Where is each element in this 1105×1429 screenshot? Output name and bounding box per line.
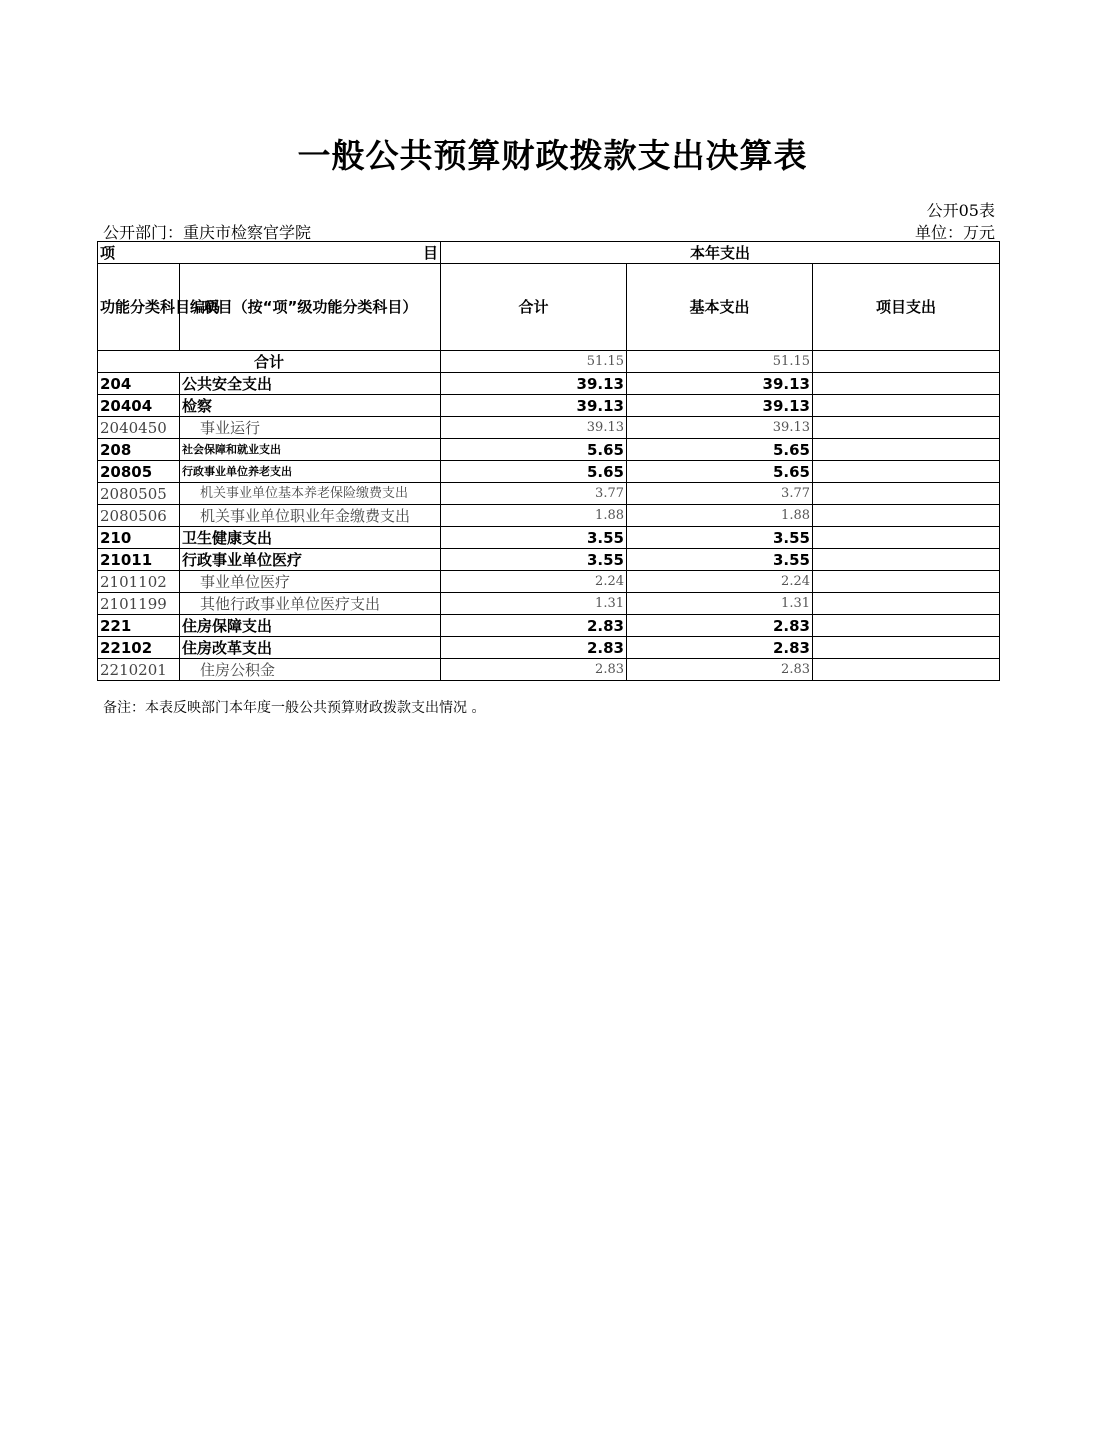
header-basic-col: 基本支出 xyxy=(627,264,813,351)
row-code: 2080506 xyxy=(98,505,180,527)
row-name: 事业单位医疗 xyxy=(180,571,441,593)
row-project xyxy=(813,615,1000,637)
row-project xyxy=(813,505,1000,527)
row-code: 2210201 xyxy=(98,659,180,681)
row-basic: 1.31 xyxy=(627,593,813,615)
row-project xyxy=(813,659,1000,681)
table-row xyxy=(98,439,1000,461)
row-project xyxy=(813,571,1000,593)
row-basic: 3.77 xyxy=(627,483,813,505)
row-name: 社会保障和就业支出 xyxy=(180,439,441,461)
table-row xyxy=(98,417,1000,439)
row-basic: 2.83 xyxy=(627,659,813,681)
header-row-2 xyxy=(98,264,1000,351)
row-name: 行政事业单位养老支出 xyxy=(180,461,441,483)
header-mu: 目 xyxy=(422,243,438,262)
row-name: 其他行政事业单位医疗支出 xyxy=(180,593,441,615)
header-row-1 xyxy=(98,242,1000,264)
row-project xyxy=(813,439,1000,461)
row-code: 20805 xyxy=(98,461,180,483)
table-row xyxy=(98,483,1000,505)
row-basic: 2.83 xyxy=(627,615,813,637)
department-label: 公开部门：重庆市检察官学院 xyxy=(103,223,312,242)
row-basic: 2.24 xyxy=(627,571,813,593)
row-name: 事业运行 xyxy=(180,417,441,439)
row-basic: 5.65 xyxy=(627,439,813,461)
row-basic: 1.88 xyxy=(627,505,813,527)
page-title: 一般公共预算财政拨款支出决算表 xyxy=(297,136,808,175)
table-row xyxy=(98,505,1000,527)
row-name: 公共安全支出 xyxy=(180,373,441,395)
row-total: 39.13 xyxy=(441,417,627,439)
total-project xyxy=(813,351,1000,373)
row-project xyxy=(813,527,1000,549)
row-code: 2101102 xyxy=(98,571,180,593)
row-name: 住房保障支出 xyxy=(180,615,441,637)
header-year-expense: 本年支出 xyxy=(441,242,1000,264)
table-row xyxy=(98,527,1000,549)
row-name: 住房改革支出 xyxy=(180,637,441,659)
row-name: 机关事业单位职业年金缴费支出 xyxy=(180,505,441,527)
row-name: 机关事业单位基本养老保险缴费支出 xyxy=(180,483,441,505)
table-row xyxy=(98,549,1000,571)
table-row xyxy=(98,593,1000,615)
row-total: 1.88 xyxy=(441,505,627,527)
total-row xyxy=(98,351,1000,373)
table-row xyxy=(98,373,1000,395)
table-row xyxy=(98,571,1000,593)
row-name: 检察 xyxy=(180,395,441,417)
row-total: 3.77 xyxy=(441,483,627,505)
form-number: 公开05表 xyxy=(926,201,995,220)
row-total: 2.24 xyxy=(441,571,627,593)
row-basic: 3.55 xyxy=(627,549,813,571)
row-code: 208 xyxy=(98,439,180,461)
total-total: 51.15 xyxy=(441,351,627,373)
row-total: 3.55 xyxy=(441,527,627,549)
header-project-col: 项目支出 xyxy=(813,264,1000,351)
table-row xyxy=(98,615,1000,637)
row-basic: 39.13 xyxy=(627,417,813,439)
table-row xyxy=(98,395,1000,417)
row-project xyxy=(813,395,1000,417)
header-code-col: 功能分类科目编码 xyxy=(98,264,180,351)
row-total: 5.65 xyxy=(441,461,627,483)
row-code: 2040450 xyxy=(98,417,180,439)
row-total: 2.83 xyxy=(441,659,627,681)
row-project xyxy=(813,461,1000,483)
footnote: 备注：本表反映部门本年度一般公共预算财政拨款支出情况 。 xyxy=(103,700,486,716)
row-code: 2101199 xyxy=(98,593,180,615)
row-project xyxy=(813,483,1000,505)
header-xiang: 项 xyxy=(100,243,116,262)
row-total: 1.31 xyxy=(441,593,627,615)
row-total: 5.65 xyxy=(441,439,627,461)
row-code: 21011 xyxy=(98,549,180,571)
row-code: 20404 xyxy=(98,395,180,417)
row-total: 39.13 xyxy=(441,373,627,395)
row-basic: 39.13 xyxy=(627,395,813,417)
total-basic: 51.15 xyxy=(627,351,813,373)
row-code: 221 xyxy=(98,615,180,637)
row-total: 2.83 xyxy=(441,615,627,637)
row-project xyxy=(813,593,1000,615)
row-total: 3.55 xyxy=(441,549,627,571)
row-total: 39.13 xyxy=(441,395,627,417)
header-total-col: 合计 xyxy=(441,264,627,351)
expenditure-table xyxy=(97,241,1000,681)
row-project xyxy=(813,417,1000,439)
header-name-col: 项目（按“项”级功能分类科目） xyxy=(180,264,441,351)
table-row xyxy=(98,461,1000,483)
row-total: 2.83 xyxy=(441,637,627,659)
row-name: 住房公积金 xyxy=(180,659,441,681)
header-item xyxy=(98,242,441,264)
row-code: 210 xyxy=(98,527,180,549)
unit-label: 单位：万元 xyxy=(914,223,995,242)
row-code: 204 xyxy=(98,373,180,395)
row-project xyxy=(813,549,1000,571)
row-name: 卫生健康支出 xyxy=(180,527,441,549)
row-code: 2080505 xyxy=(98,483,180,505)
table-row xyxy=(98,637,1000,659)
row-basic: 3.55 xyxy=(627,527,813,549)
row-project xyxy=(813,373,1000,395)
row-project xyxy=(813,637,1000,659)
row-name: 行政事业单位医疗 xyxy=(180,549,441,571)
total-label: 合计 xyxy=(98,351,441,373)
row-code: 22102 xyxy=(98,637,180,659)
row-basic: 2.83 xyxy=(627,637,813,659)
table-row xyxy=(98,659,1000,681)
row-basic: 5.65 xyxy=(627,461,813,483)
row-basic: 39.13 xyxy=(627,373,813,395)
